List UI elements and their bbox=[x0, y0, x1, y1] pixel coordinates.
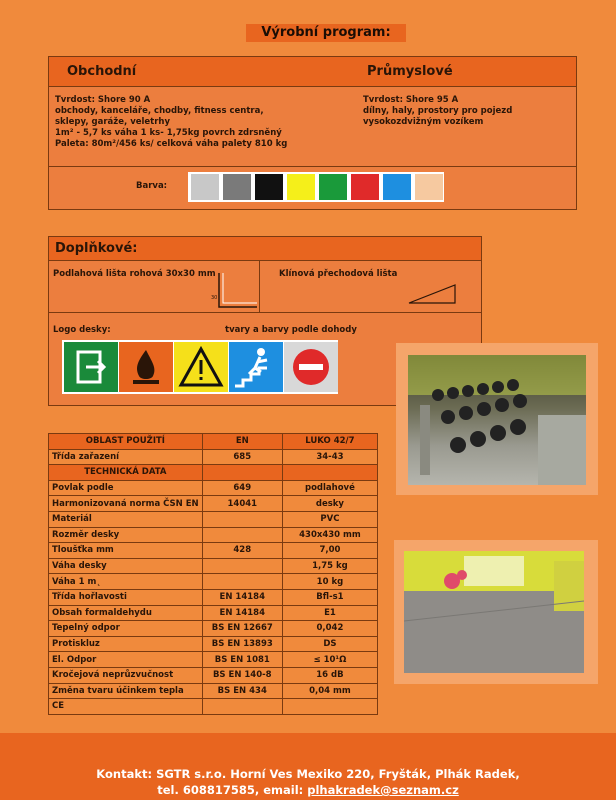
exit-sign-icon bbox=[64, 342, 118, 392]
table-cell bbox=[202, 558, 282, 574]
industrial-title: Průmyslové bbox=[367, 64, 453, 79]
email-link[interactable]: plhakradek@seznam.cz bbox=[307, 783, 459, 797]
color-label: Barva: bbox=[136, 181, 168, 191]
table-row bbox=[49, 589, 378, 605]
industrial-line: Tvrdost: Shore 95 A bbox=[363, 95, 459, 105]
page-title: Výrobní program: bbox=[246, 24, 406, 42]
table-cell: Rozměr desky bbox=[49, 527, 203, 543]
table-cell: BS EN 13893 bbox=[202, 636, 282, 652]
warning-sign-icon bbox=[174, 342, 228, 392]
table-row bbox=[49, 480, 378, 496]
commercial-line: 1m² - 5,7 ks váha 1 ks- 1,75kg povrch zdrsněný bbox=[55, 128, 282, 138]
color-swatch bbox=[222, 173, 252, 201]
table-cell: EN 14184 bbox=[202, 589, 282, 605]
table-cell: DS bbox=[282, 636, 377, 652]
table-row bbox=[49, 605, 378, 621]
table-cell: Váha 1 m˛ bbox=[49, 574, 203, 590]
table-cell: Váha desky bbox=[49, 558, 203, 574]
table-cell: EN 14184 bbox=[202, 605, 282, 621]
fire-sign-icon bbox=[119, 342, 173, 392]
table-cell: Harmonizovaná norma ČSN EN bbox=[49, 496, 203, 512]
table-cell: podlahové bbox=[282, 480, 377, 496]
wedge-strip-label: Klínová přechodová lišta bbox=[279, 269, 398, 279]
table-row bbox=[49, 527, 378, 543]
table-row bbox=[49, 667, 378, 683]
color-swatch bbox=[414, 173, 444, 201]
table-cell: Obsah formaldehydu bbox=[49, 605, 203, 621]
phone-text: tel. 608817585, email: bbox=[157, 783, 308, 797]
color-swatch bbox=[254, 173, 284, 201]
color-swatch bbox=[190, 173, 220, 201]
table-cell: 649 bbox=[202, 480, 282, 496]
industrial-line: dílny, haly, prostory pro pojezd bbox=[363, 106, 513, 116]
table-cell: 1,75 kg bbox=[282, 558, 377, 574]
table-cell: 685 bbox=[202, 449, 282, 465]
table-row bbox=[49, 574, 378, 590]
table-cell: 10 kg bbox=[282, 574, 377, 590]
color-swatch bbox=[350, 173, 380, 201]
table-cell: El. Odpor bbox=[49, 652, 203, 668]
industrial-details bbox=[363, 95, 512, 128]
color-swatch bbox=[382, 173, 412, 201]
table-cell: 7,00 bbox=[282, 543, 377, 559]
table-row bbox=[49, 496, 378, 512]
table-cell: Třída hořlavosti bbox=[49, 589, 203, 605]
accessories-header: Doplňkové: bbox=[49, 237, 481, 261]
table-cell: Změna tvaru účinkem tepla bbox=[49, 683, 203, 699]
table-cell: BS EN 12667 bbox=[202, 621, 282, 637]
contact-line-2 bbox=[0, 782, 616, 798]
table-cell bbox=[202, 465, 282, 481]
table-row bbox=[49, 621, 378, 637]
svg-text:30: 30 bbox=[211, 295, 218, 301]
commercial-details bbox=[55, 95, 287, 150]
table-cell: Kročejová neprůzvučnost bbox=[49, 667, 203, 683]
commercial-line: sklepy, garáže, veletrhy bbox=[55, 117, 171, 127]
table-cell: 428 bbox=[202, 543, 282, 559]
table-cell: E1 bbox=[282, 605, 377, 621]
table-cell: 14041 bbox=[202, 496, 282, 512]
table-cell: 16 dB bbox=[282, 667, 377, 683]
contact-line: Kontakt: SGTR s.r.o. Horní Ves Mexiko 220, Fryšták, Plhák Radek, bbox=[96, 767, 520, 781]
table-row bbox=[49, 652, 378, 668]
commercial-line: obchody, kanceláře, chodby, fitness centra, bbox=[55, 106, 264, 116]
table-cell: Protiskluz bbox=[49, 636, 203, 652]
table-row bbox=[49, 434, 378, 450]
table-cell: 34-43 bbox=[282, 449, 377, 465]
table-cell bbox=[202, 511, 282, 527]
specifications-table bbox=[48, 433, 378, 715]
table-cell: 430x430 mm bbox=[282, 527, 377, 543]
table-row bbox=[49, 558, 378, 574]
table-cell: desky bbox=[282, 496, 377, 512]
gym-floor-photo bbox=[404, 551, 584, 673]
product-section-header bbox=[49, 57, 576, 87]
table-cell: Tloušťka mm bbox=[49, 543, 203, 559]
table-cell: EN bbox=[202, 434, 282, 450]
commercial-line: Paleta: 80m²/456 ks/ celková váha palety 810 kg bbox=[55, 139, 288, 149]
table-cell: 0,042 bbox=[282, 621, 377, 637]
table-row bbox=[49, 465, 378, 481]
table-cell: Povlak podle bbox=[49, 480, 203, 496]
logo-label: Logo desky: bbox=[53, 325, 111, 335]
logo-note: tvary a barvy podle dohody bbox=[225, 325, 357, 335]
table-cell: 0,04 mm bbox=[282, 683, 377, 699]
table-row bbox=[49, 683, 378, 699]
table-row bbox=[49, 636, 378, 652]
table-row bbox=[49, 449, 378, 465]
table-cell bbox=[282, 699, 377, 715]
table-cell: OBLAST POUŽITÍ bbox=[49, 434, 203, 450]
color-swatch bbox=[286, 173, 316, 201]
table-cell bbox=[282, 465, 377, 481]
table-row bbox=[49, 543, 378, 559]
table-cell bbox=[202, 527, 282, 543]
color-swatches bbox=[188, 172, 444, 202]
contact-footer bbox=[0, 733, 616, 800]
corner-strip-icon bbox=[209, 269, 261, 313]
accessories-items bbox=[49, 261, 481, 313]
table-cell: TECHNICKÁ DATA bbox=[49, 465, 203, 481]
table-row bbox=[49, 511, 378, 527]
no-entry-sign-icon bbox=[284, 342, 338, 392]
table-cell: ≤ 10¹Ω bbox=[282, 652, 377, 668]
color-swatch bbox=[318, 173, 348, 201]
table-cell: LUKO 42/7 bbox=[282, 434, 377, 450]
table-cell: CE bbox=[49, 699, 203, 715]
table-cell: PVC bbox=[282, 511, 377, 527]
commercial-line: Tvrdost: Shore 90 A bbox=[55, 95, 151, 105]
wedge-strip-icon bbox=[407, 281, 459, 307]
corner-strip-label: Podlahová lišta rohová 30x30 mm bbox=[53, 269, 216, 279]
table-cell bbox=[202, 574, 282, 590]
table-cell bbox=[202, 699, 282, 715]
stairs-sign-icon bbox=[229, 342, 283, 392]
table-cell: Tepelný odpor bbox=[49, 621, 203, 637]
table-cell: BS EN 140-8 bbox=[202, 667, 282, 683]
table-cell: Materiál bbox=[49, 511, 203, 527]
table-cell: BS EN 1081 bbox=[202, 652, 282, 668]
table-cell: BS EN 434 bbox=[202, 683, 282, 699]
table-cell: Bfl-s1 bbox=[282, 589, 377, 605]
commercial-title: Obchodní bbox=[67, 64, 137, 79]
table-row bbox=[49, 699, 378, 715]
industrial-line: vysokozdvižným vozíkem bbox=[363, 117, 484, 127]
table-cell: Třída zařazení bbox=[49, 449, 203, 465]
gym-weights-photo bbox=[408, 355, 586, 485]
